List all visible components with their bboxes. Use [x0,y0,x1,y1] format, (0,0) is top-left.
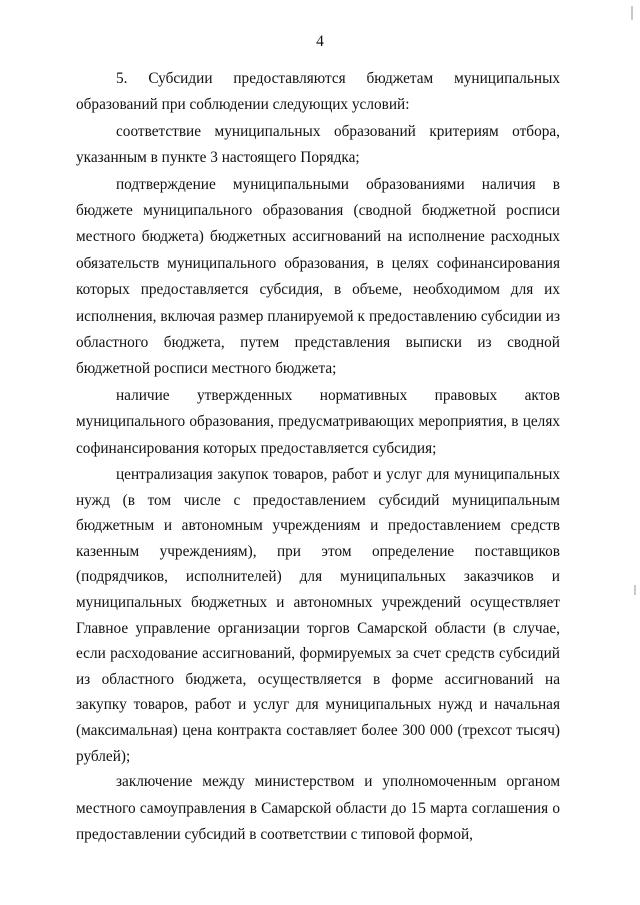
scan-edge-mark [631,6,633,20]
paragraph-budget-confirmation: подтверждение муниципальными образованиями наличия в бюджете муниципального образования (сводной бюджетной росписи местного бюджета) бюджетных ассигнований на исполнение расходных обязательств муниципального образования, в целях софинансирования которых предоставляется субсидия, в объеме, необходимом для их исполнения, включая размер планируемой к предоставлению субсидии из областного бюджета, путем представления выписки из сводной бюджетной росписи местного бюджета; [76,175,560,378]
paragraph-normative-acts: наличие утвержденных нормативных правовых актов муниципального образования, предусматривающих мероприятия, в целях софинансирования которых предоставляется субсидия; [76,386,560,457]
page-number: 4 [316,33,324,50]
document-body [76,66,560,848]
paragraph-agreement: заключение между министерством и уполномоченным органом местного самоуправления в Самарской области до 15 марта соглашения о предоставлении субсидий в соответствии с типовой формой, [76,773,560,844]
paragraph-procurement-centralization: централизация закупок товаров, работ и услуг для муниципальных нужд (в том числе с предоставлением субсидий муниципальным бюджетным и автономным учреждениям и предоставлением средств казенным учреждениям), при этом определение поставщиков (подрядчиков, исполнителей) для муниципальных заказчиков и муниципальных бюджетных и автономных учреждений осуществляет Главное управление организации торгов Самарской области (в случае, если расходование ассигнований, формируемых за счет средств субсидий из областного бюджета, осуществляется в форме ассигнований на закупку товаров, работ и услуг для муниципальных нужд и начальная (максимальная) цена контракта составляет более 300 000 (трехсот тысяч) рублей); [76,466,560,765]
paragraph-selection-criteria: соответствие муниципальных образований критериям отбора, указанным в пункте 3 настоящего Порядка; [76,122,560,167]
paragraph-subsidy-conditions: 5. Субсидии предоставляются бюджетам муниципальных образований при соблюдении следующих условий: [76,70,560,114]
scan-edge-mark [634,585,636,595]
